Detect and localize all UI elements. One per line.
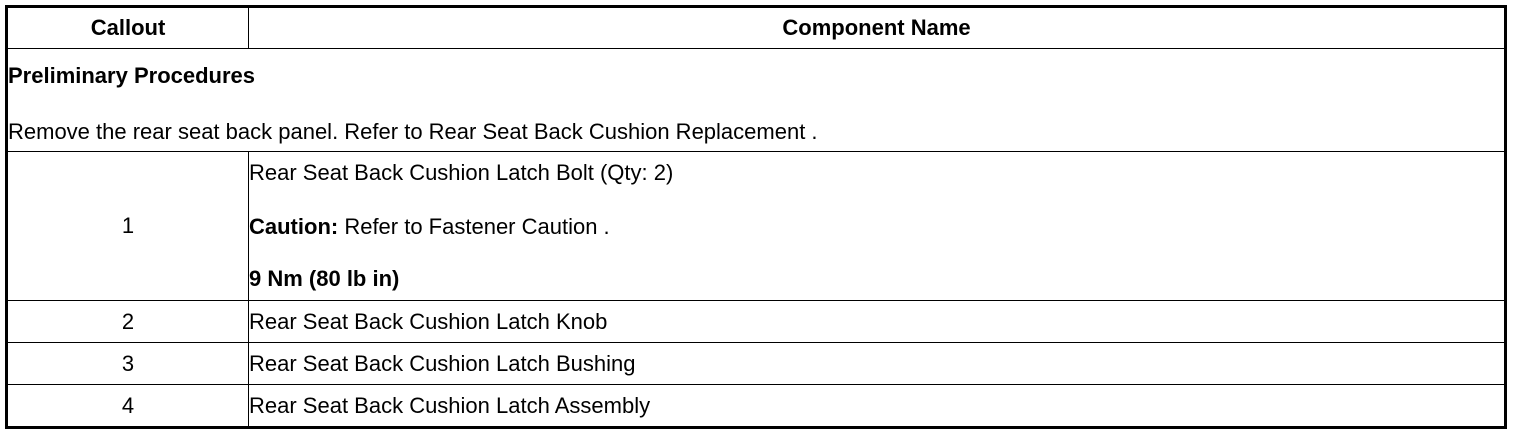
caution-text: Refer to Fastener Caution . xyxy=(338,214,610,239)
table-row xyxy=(7,152,1506,301)
component-cell: Rear Seat Back Cushion Latch Bushing xyxy=(249,343,1506,385)
component-cell: Rear Seat Back Cushion Latch Assembly xyxy=(249,385,1506,428)
component-table xyxy=(5,5,1507,429)
component-name-header: Component Name xyxy=(249,7,1506,49)
preliminary-cell xyxy=(7,49,1506,152)
torque-spec: 9 Nm (80 lb in) xyxy=(249,266,400,291)
component-cell: Rear Seat Back Cushion Latch Knob xyxy=(249,301,1506,343)
callout-cell: 2 xyxy=(7,301,249,343)
preliminary-row xyxy=(7,49,1506,152)
table-row xyxy=(7,343,1506,385)
table-row xyxy=(7,385,1506,428)
table-row xyxy=(7,301,1506,343)
component-cell xyxy=(249,152,1506,301)
header-row xyxy=(7,7,1506,49)
preliminary-title: Preliminary Procedures xyxy=(8,63,256,88)
caution-label: Caution: xyxy=(249,214,339,239)
component-name: Rear Seat Back Cushion Latch Bolt (Qty: 2) xyxy=(249,160,674,185)
callout-header: Callout xyxy=(7,7,249,49)
callout-cell: 3 xyxy=(7,343,249,385)
caution-line xyxy=(249,188,1504,242)
callout-cell: 1 xyxy=(7,152,249,301)
preliminary-text: Remove the rear seat back panel. Refer to Rear Seat Back Cushion Replacement . xyxy=(8,119,818,144)
callout-cell: 4 xyxy=(7,385,249,428)
